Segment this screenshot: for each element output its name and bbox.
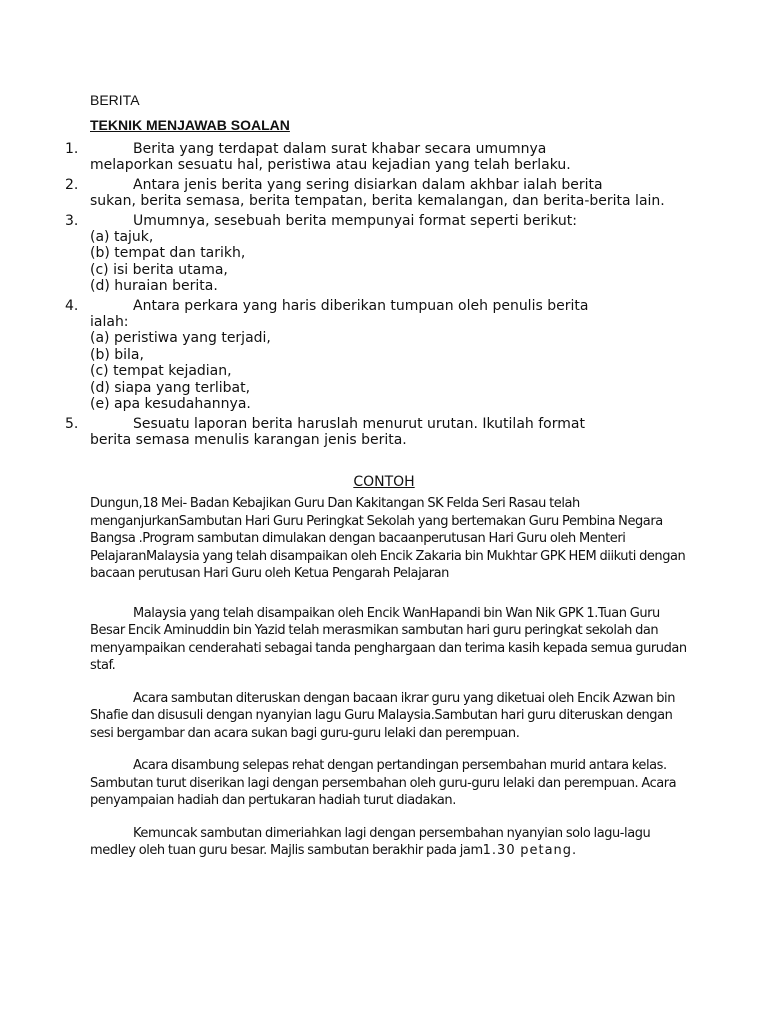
example-heading: CONTOH bbox=[353, 474, 415, 490]
article-paragraph bbox=[90, 757, 690, 810]
sub-item: (b) bila, bbox=[90, 346, 144, 363]
list-item-text-continued: melaporkan sesuatu hal, peristiwa atau kejadian yang telah berlaku. bbox=[90, 157, 571, 174]
numbered-list bbox=[65, 141, 665, 451]
sub-item: (c) isi berita utama, bbox=[90, 261, 228, 278]
sub-item: (e) apa kesudahannya. bbox=[90, 396, 251, 413]
article-paragraph bbox=[90, 825, 690, 860]
list-item bbox=[65, 141, 665, 174]
sub-item: (b) tempat dan tarikh, bbox=[90, 245, 246, 262]
article-paragraph-text: Acara disambung selepas rehat dengan pertandingan persembahan murid antara kelas. Sambutan turut diserikan lagi dengan persembahan oleh guru-guru lelaki dan perempuan. Acara penyampaian hadiah dan pertukaran hadiah turut diadakan. bbox=[90, 758, 677, 808]
sub-item: (a) tajuk, bbox=[90, 229, 154, 246]
article-paragraph bbox=[90, 690, 690, 743]
list-item-text: Sesuatu laporan berita haruslah menurut urutan. Ikutilah format bbox=[133, 415, 585, 432]
article-paragraph-text: Malaysia yang telah disampaikan oleh Encik WanHapandi bin Wan Nik GPK 1.Tuan Guru Besar Encik Aminuddin bin Yazid telah merasmikan sambutan hari guru peringkat sekolah dan menyampaikan cenderahati sebagai tanda penghargaan dan terima kasih kepada semua gurudan staf. bbox=[90, 605, 687, 673]
list-number: 1. bbox=[65, 141, 79, 157]
list-item-text-continued: berita semasa menulis karangan jenis berita. bbox=[90, 431, 407, 448]
list-number: 3. bbox=[65, 212, 79, 229]
list-item bbox=[65, 298, 665, 413]
list-item bbox=[65, 177, 665, 210]
list-item bbox=[65, 416, 665, 449]
list-item-text: Berita yang terdapat dalam surat khabar secara umumnya bbox=[133, 141, 547, 157]
list-number: 2. bbox=[65, 176, 79, 193]
list-item-text: Antara perkara yang haris diberikan tumpuan oleh penulis berita bbox=[133, 297, 589, 314]
list-item-text: Umumnya, sesebuah berita mempunyai format seperti berikut: bbox=[133, 212, 577, 229]
sub-item: (d) huraian berita. bbox=[90, 278, 218, 295]
article-paragraph: Dungun,18 Mei- Badan Kebajikan Guru Dan Kakitangan SK Felda Seri Rasau telah menganjurkanSambutan Hari Guru Peringkat Sekolah yang bertemakan Guru Pembina Negara Bangsa .Program sambutan dimulakan dengan bacaanperutusan Hari Guru oleh Menteri PelajaranMalaysia yang telah disampaikan oleh Encik Zakaria bin Mukhtar GPK HEM diikuti dengan bacaan perutusan Hari Guru oleh Ketua Pengarah Pelajaran bbox=[90, 496, 686, 581]
article-paragraph-text: Kemuncak sambutan dimeriahkan lagi dengan persembahan nyanyian solo lagu-lagu medley oleh tuan guru besar. Majlis sambutan berakhir pada jam bbox=[90, 825, 651, 858]
list-item bbox=[65, 213, 665, 295]
list-item-text-continued: ialah: bbox=[90, 314, 129, 331]
list-number: 4. bbox=[65, 297, 79, 314]
article-paragraph bbox=[90, 605, 690, 675]
sub-item: (a) peristiwa yang terjadi, bbox=[90, 330, 271, 347]
list-number: 5. bbox=[65, 415, 79, 432]
list-item-text-continued: sukan, berita semasa, berita tempatan, berita kemalangan, dan berita-berita lain. bbox=[90, 193, 665, 210]
sub-item: (c) tempat kejadian, bbox=[90, 363, 232, 380]
document-heading: BERITA bbox=[90, 92, 140, 108]
event-end-time: 1.30 petang. bbox=[482, 843, 578, 858]
list-item-text: Antara jenis berita yang sering disiarkan dalam akhbar ialah berita bbox=[133, 176, 603, 193]
section-subheading: TEKNIK MENJAWAB SOALAN bbox=[90, 117, 290, 133]
example-article bbox=[90, 495, 690, 875]
sub-item: (d) siapa yang terlibat, bbox=[90, 379, 251, 396]
article-paragraph-text: Acara sambutan diteruskan dengan bacaan ikrar guru yang diketuai oleh Encik Azwan bin Shafie dan disusuli dengan nyanyian lagu Guru Malaysia.Sambutan hari guru diteruskan dengan sesi bergambar dan acara sukan bagi guru-guru lelaki dan perempuan. bbox=[90, 690, 675, 741]
